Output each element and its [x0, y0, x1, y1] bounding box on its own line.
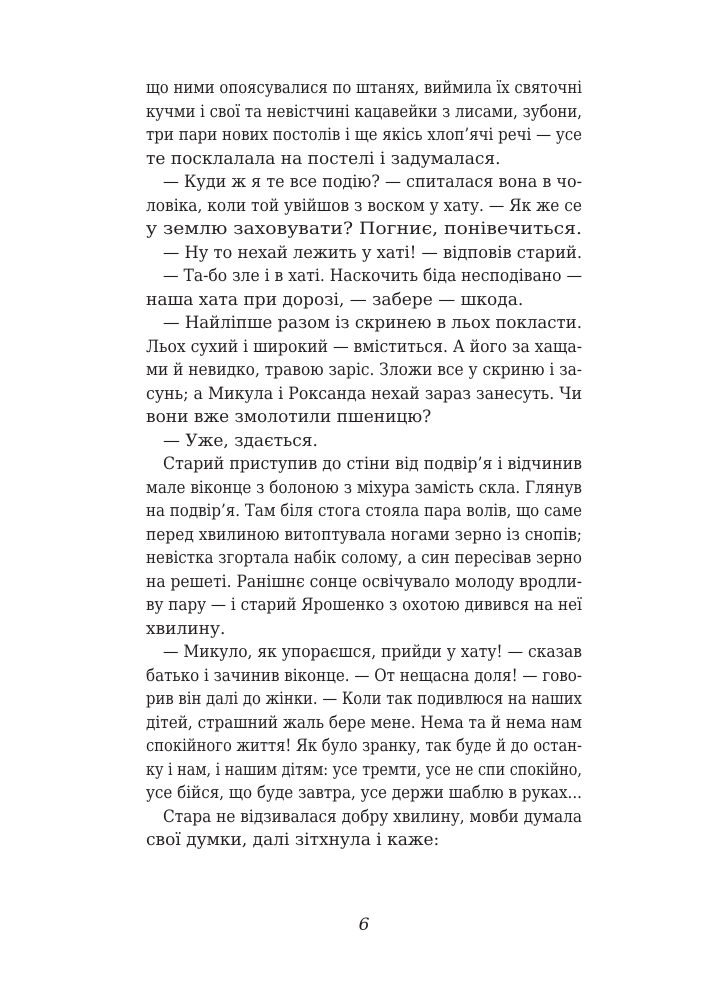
text-line: — Уже, здається.	[163, 430, 318, 451]
text-line: дітей, страшний жаль бере мене. Нема та й нема нам	[146, 712, 582, 733]
text-line: свої думки, далі зітхнула і каже:	[146, 830, 440, 850]
text-line: кучми і свої та невістчині кацавейки з лисами, зубони,	[146, 101, 582, 122]
text-line: ву пару — і старий Ярошенко з охотою дивився на неї	[146, 595, 582, 615]
text-line: — Куди ж я те все подію? — спиталася вона в чо-	[163, 172, 582, 192]
text-line: хвилину.	[146, 618, 226, 639]
text-line: наша хата при дорозі, — забере — шкода.	[146, 289, 524, 310]
text-line: що ними опоясувалися по штанях, виймила їх святочні	[146, 78, 582, 98]
text-line: три пари нових постолів і ще якісь хлоп’ячі речі — усе	[146, 125, 582, 145]
text-line: рив він далі до жінки. — Коли так подивлюся на наших	[146, 689, 582, 709]
text-line: ку і нам, і нашим дітям: усе тремти, усе не спи спокійно,	[146, 759, 582, 780]
text-line: на решеті. Ранішнє сонце освічувало молоду вродли-	[146, 571, 582, 592]
text-line: Льох сухий і широкий — вміститься. А його за хаща-	[146, 336, 582, 357]
text-line: усе бійся, що буде завтра, усе держи шаблю в руках...	[146, 783, 582, 803]
text-line: Стара не відзивалася добру хвилину, мовби думала	[163, 806, 582, 827]
text-line: у землю заховувати? Погниє, понівечиться.	[146, 219, 582, 239]
page-number: 6	[358, 915, 370, 935]
text-line: батько і зачинив віконце. — От нещасна доля! — гово-	[146, 665, 582, 686]
text-line: мале віконце з болоною з міхура замість скла. Глянув	[146, 477, 582, 498]
text-line: спокійного життя! Як було зранку, так буде й до остан-	[146, 736, 582, 756]
text-line: невістка згортала набік солому, а син пересівав зерно	[146, 548, 582, 568]
text-line: ловіка, коли той увійшов з воском у хату. — Як же се	[146, 195, 582, 216]
text-line: на подвір’я. Там біля стога стояла пара волів, що саме	[146, 501, 582, 521]
text-line: — Найліпше разом із скринею в льох покласти.	[163, 313, 582, 333]
text-line: — Ну то нехай лежить у хаті! — відповів старий.	[163, 242, 582, 263]
text-line: вони вже змолотили пшеницю?	[146, 407, 432, 427]
text-line: перед хвилиною витоптувала ногами зерно із снопів;	[146, 524, 582, 545]
text-line: Старий приступив до стіни від подвір’я і відчинив	[163, 454, 582, 474]
text-line: — Та-бо зле і в хаті. Наскочить біда несподівано —	[163, 266, 582, 286]
text-line: — Микуло, як упораєшся, прийди у хату! — сказав	[163, 642, 582, 662]
text-line: те посклалала на постелі і задумалася.	[146, 148, 501, 169]
text-line: ми й невидко, травою заріс. Зложи все у скриню і за-	[146, 360, 582, 380]
text-line: сунь; а Микула і Роксанда нехай зараз занесуть. Чи	[146, 383, 582, 404]
